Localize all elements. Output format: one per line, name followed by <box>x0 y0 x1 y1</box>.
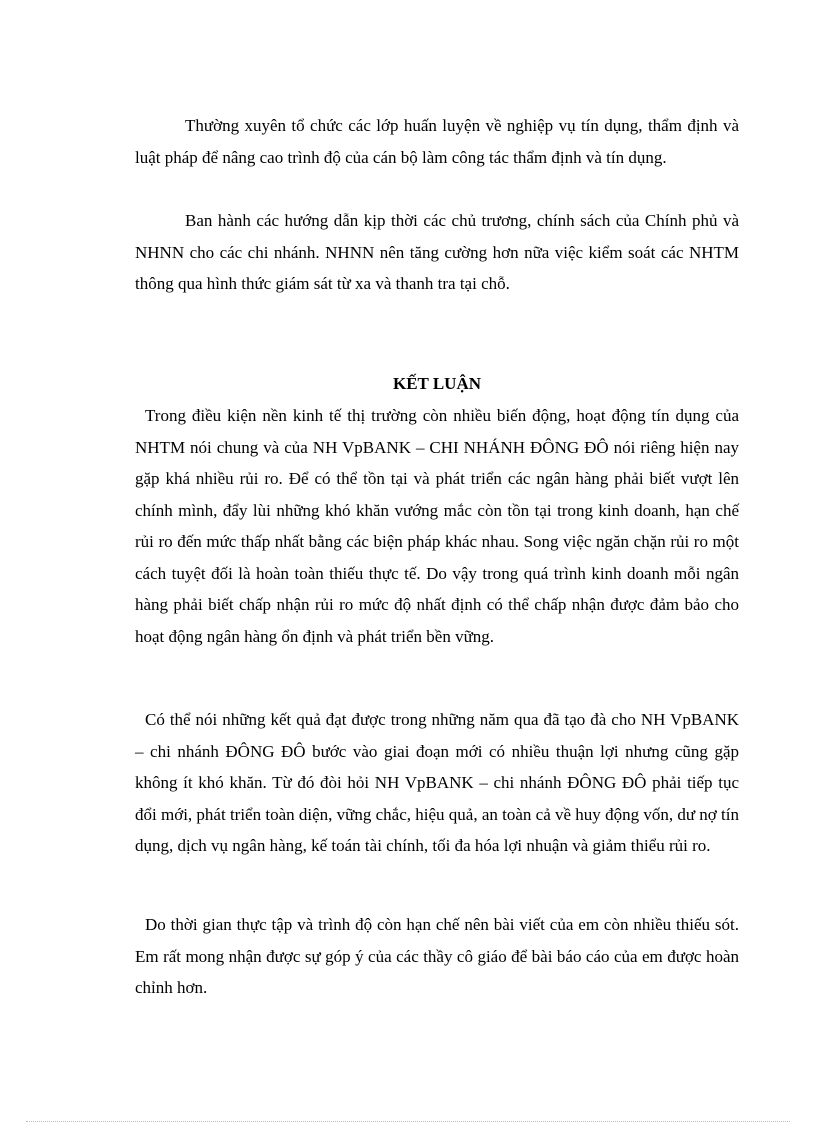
conclusion-heading: KẾT LUẬN <box>392 374 481 393</box>
conclusion-paragraph-risk: Trong điều kiện nền kinh tế thị trường còn nhiều biến động, hoạt động tín dụng của NHTM nói chung và của NH VpBANK – CHI NHÁNH ĐÔNG ĐÔ nói riêng hiện nay gặp khá nhiều rủi ro. Để có thể tồn tại và phát triển các ngân hàng phải biết vượt lên chính mình, đẩy lùi những khó khăn vướng mắc còn tồn tại trong kinh doanh, hạn chế rủi ro đến mức thấp nhất bằng các biện pháp khác nhau. Song việc ngăn chặn rủi ro một cách tuyệt đối là hoàn toàn thiếu thực tế. Do vậy trong quá trình kinh doanh mỗi ngân hàng phải biết chấp nhận rủi ro mức độ nhất định có thể chấp nhận được đảm bảo cho hoạt động ngân hàng ổn định và phát triển bền vững. <box>135 406 739 646</box>
conclusion-paragraph-closing: Do thời gian thực tập và trình độ còn hạn chế nên bài viết của em còn nhiều thiếu sót. Em rất mong nhận được sự góp ý của các thầy cô giáo để bài báo cáo của em được hoàn chỉnh hơn. <box>135 915 739 997</box>
page-footer-rule <box>26 1121 790 1122</box>
conclusion-paragraph-results: Có thể nói những kết quả đạt được trong những năm qua đã tạo đà cho NH VpBANK – chi nhánh ĐÔNG ĐÔ bước vào giai đoạn mới có nhiều thuận lợi nhưng cũng gặp không ít khó khăn. Từ đó đòi hỏi NH VpBANK – chi nhánh ĐÔNG ĐÔ phải tiếp tục đổi mới, phát triển toàn diện, vững chắc, hiệu quả, an toàn cả về huy động vốn, dư nợ tín dụng, dịch vụ ngân hàng, kế toán tài chính, tối đa hóa lợi nhuận và giảm thiểu rủi ro. <box>135 710 739 855</box>
paragraph-guidance: Ban hành các hướng dẫn kịp thời các chủ trương, chính sách của Chính phủ và NHNN cho các chi nhánh. NHNN nên tăng cường hơn nữa việc kiểm soát các NHTM thông qua hình thức giám sát từ xa và thanh tra tại chỗ. <box>135 211 739 293</box>
paragraph-training: Thường xuyên tổ chức các lớp huấn luyện về nghiệp vụ tín dụng, thẩm định và luật pháp để nâng cao trình độ của cán bộ làm công tác thẩm định và tín dụng. <box>135 116 739 167</box>
